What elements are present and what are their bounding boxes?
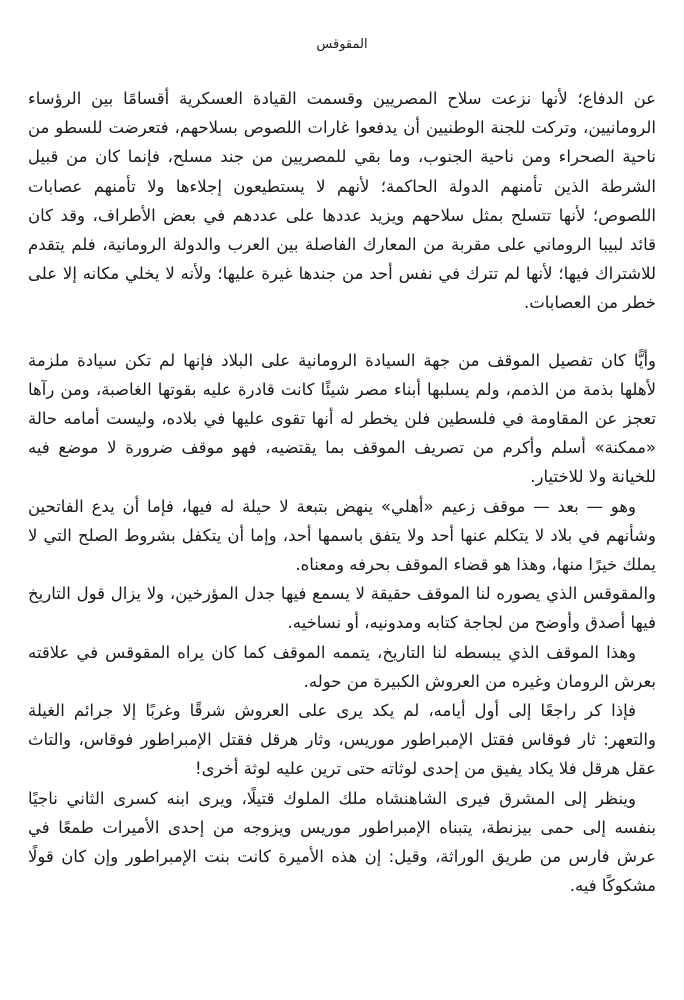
paragraph: والمقوقس الذي يصوره لنا الموقف حقيقة لا يسمع فيها جدل المؤرخين، ولا يزال قول التاريخ فيها أصدق وأوضح من لجاجة كتابه ومدونيه، أو نساخيه.: [28, 584, 656, 633]
paragraph: وهو — بعد — موقف زعيم «أهلي» ينهض بتبعة لا حيلة له فيها، فإما أن يدع الفاتحين وشأنهم في بلاد لا يتكلم عنها أحد ولا يتفق باسمها أحد، وإما أن يتكفل بشروط الصلح التي لا يملك خيرًا منها، وهذا هو قضاء الموقف بحرفه ومعناه.: [28, 496, 656, 575]
paragraph: وهذا الموقف الذي يبسطه لنا التاريخ، يتممه الموقف كما كان يراه المقوقس في علاقته بعرش الرومان وغيره من العروش الكبيرة من حوله.: [28, 642, 656, 691]
running-head: المقوقس: [316, 37, 368, 52]
paragraph: عن الدفاع؛ لأنها نزعت سلاح المصريين وقسمت القيادة العسكرية أقسامًا بين الرؤساء الرومانيين، وتركت للجنة الوطنيين أن يدفعوا غارات اللصوص بسلاحهم، فتعرضت للسطو من ناحية الصحراء ومن ناحية الجنوب، وما بقي للمصريين من جند مسلح، فإنما كان من قبيل الشرطة الذين تأمنهم الدولة الحاكمة؛ لأنهم لا يستطيعون إجلاءها ولا تأمنهم عصابات اللصوص؛ لأنها تتسلح بمثل سلاحهم ويزيد عددها على عددهم في بعض الأطراف، وقد كان قائد لبيبا الروماني على مقربة من المعارك الفاصلة بين العرب والدولة الرومانية، فلم يتقدم للاشتراك فيها؛ لأنها لم تترك في نفس أحد من جندها غيرة عليها؛ ولأنه لا يخلي مكانه إلا على خطر من العصابات.: [28, 89, 656, 313]
paragraph: وينظر إلى المشرق فيرى الشاهنشاه ملك الملوك قتيلًا، ويرى ابنه كسرى الثاني ناجيًا بنفسه إلى حمى بيزنطة، يتبناه الإمبراطور موريس ويزوجه من إحدى الأميرات طمعًا في عرش فارس من طريق الوراثة، وقيل: إن هذه الأميرة كانت بنت الإمبراطور وإن كان قولًا مشكوكًا فيه.: [28, 788, 656, 896]
paragraph: فإذا كر راجعًا إلى أول أيامه، لم يكد يرى على العروش شرقًا وغربًا إلا جرائم الغيلة والتعهر: ثار فوقاس فقتل الإمبراطور موريس، وثار هرقل فقتل الإمبراطور فوقاس، والتاث عقل هرقل فلا يكاد يفيق من إحدى لوثاته حتى ترين عليه لوثة أخرى!: [28, 701, 656, 779]
paragraph: وأيًّا كان تفصيل الموقف من جهة السيادة الرومانية على البلاد فإنها لم تكن سيادة ملزمة لأهلها بذمة من الذمم، ولم يسلبها أبناء مصر شيئًا كانت قادرة عليه بقوتها الغاصبة، ومن رآها تعجز عن المقاومة في فلسطين فلن يخطر له أنها تقوى عليها في بلاده، وليست أمامه حالة «ممكنة» أسلم وأكرم من تصريف الموقف بما يقتضيه، فهو موقف ضرورة لا موضع فيه للخيانة ولا للاختيار.: [28, 350, 656, 487]
paragraph-gap: [28, 318, 656, 346]
